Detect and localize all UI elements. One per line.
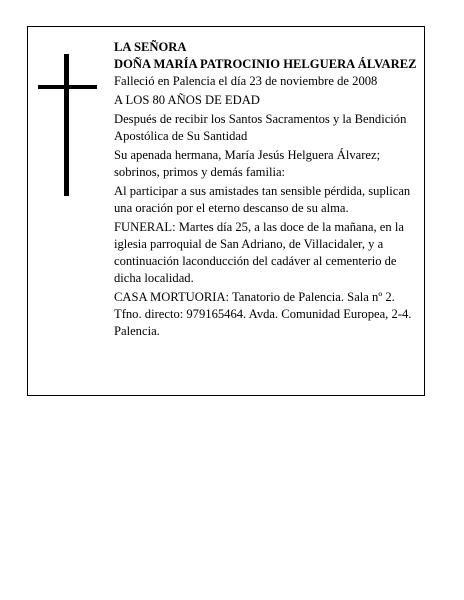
age-line: A LOS 80 AÑOS DE EDAD [114, 92, 260, 107]
cross-vertical-bar [64, 54, 69, 196]
sacraments-line: Después de recibir los Santos Sacramentos y la Bendición Apostólica de Su Santidad [114, 112, 407, 143]
cross-horizontal-bar [38, 85, 97, 89]
mortuary-line: CASA MORTUORIA: Tanatorio de Palencia. Sala nº 2. Tfno. directo: 979165464. Avda. Comunidad Europea, 2-4. Palencia. [114, 290, 412, 338]
death-line: Falleció en Palencia el día 23 de noviembre de 2008 [114, 73, 378, 88]
deceased-name: DOÑA MARÍA PATROCINIO HELGUERA ÁLVAREZ [114, 56, 417, 71]
family-line: Su apenada hermana, María Jesús Helguera Álvarez; sobrinos, primos y demás familia: [114, 148, 381, 180]
notice-heading-title: LA SEÑORA [114, 40, 187, 54]
request-line: Al participar a sus amistades tan sensible pérdida, suplican una oración por el eterno descanso de su alma. [114, 184, 411, 216]
notice-text [114, 39, 420, 342]
funeral-line: FUNERAL: Martes día 25, a las doce de la mañana, en la iglesia parroquial de San Adriano, de Villacidaler, y a continuación laconducción del cadáver al cementerio de dicha localidad. [114, 220, 404, 285]
